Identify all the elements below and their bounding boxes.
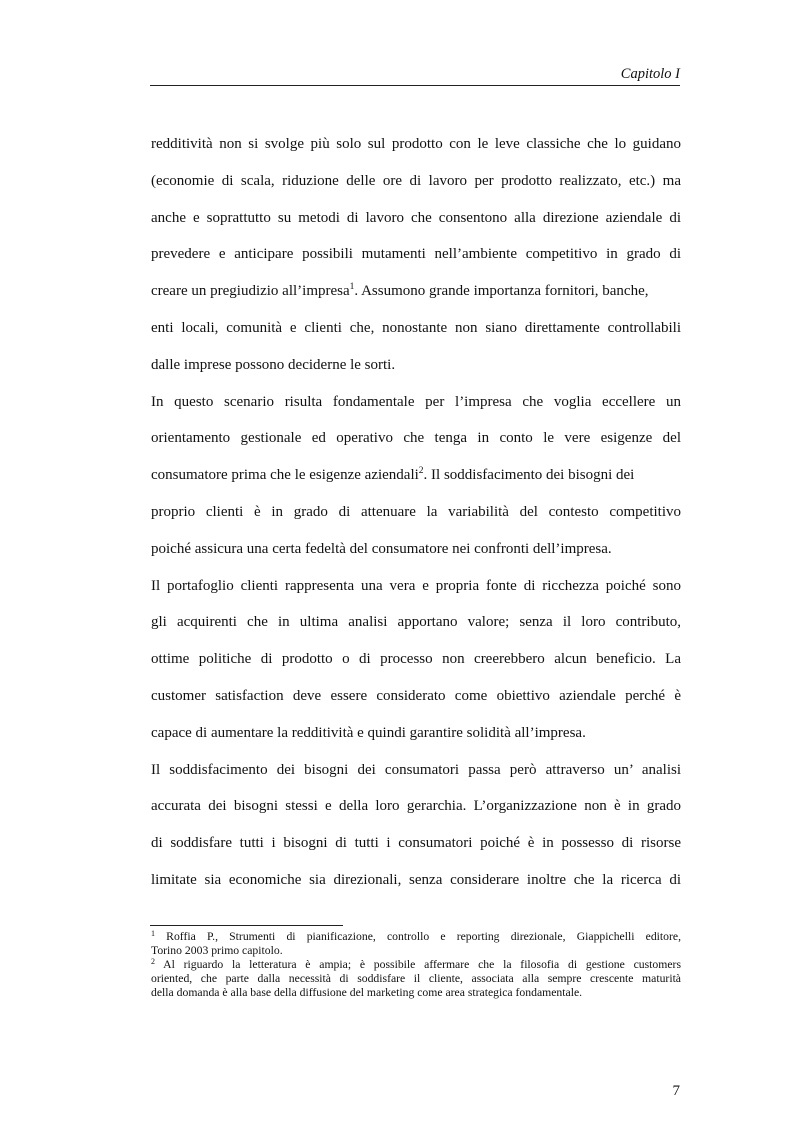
running-header [150,66,680,86]
footnote-mark: 1 [151,929,155,938]
text-line: Il soddisfacimento dei bisogni dei consumatori passa però attraverso un’ analisi [151,761,681,778]
footnote-line: oriented, che parte dalla necessità di soddisfare il cliente, associata alla sempre crescente maturità [151,971,681,985]
text-line: prevedere e anticipare possibili mutamenti nell’ambiente competitivo in grado di [151,246,681,263]
footnote-separator [150,925,343,926]
footnote-text: Al riguardo la letteratura è ampia; è possibile affermare che la filosofia di gestione customers [155,957,681,971]
text-line: Il portafoglio clienti rappresenta una vera e propria fonte di ricchezza poiché sono [151,577,681,594]
footnote-2 [151,958,681,1000]
text-segment: . Il soddisfacimento dei bisogni dei [423,467,635,484]
footnote-line: Torino 2003 primo capitolo. [151,943,283,957]
text-line: redditività non si svolge più solo sul prodotto con le leve classiche che lo guidano [151,136,681,152]
text-line: customer satisfaction deve essere considerato come obiettivo aziendale perché è [151,687,681,704]
footnote-line: della domanda è alla base della diffusione del marketing come area strategica fondamentale. [151,985,583,999]
text-line [151,457,681,494]
text-segment: creare un pregiudizio all’impresa [151,283,350,300]
text-line: gli acquirenti che in ultima analisi apportano valore; senza il loro contributo, [151,614,681,631]
footnote-reference-2[interactable]: 2 [418,466,424,477]
text-line: orientamento gestionale ed operativo che tenga in conto le vere esigenze del [151,430,681,447]
text-line: proprio clienti è in grado di attenuare la variabilità del contesto competitivo [151,503,681,520]
text-line: anche e soprattutto su metodi di lavoro che consentono alla direzione aziendale di [151,209,681,226]
text-line: dalle imprese possono deciderne le sorti. [151,356,396,373]
footnotes [151,930,681,1000]
text-line: poiché assicura una certa fedeltà del consumatore nei confronti dell’impresa. [151,540,612,557]
chapter-title: Capitolo I [620,66,680,82]
footnote-mark: 2 [151,956,155,966]
text-line: di soddisfare tutti i bisogni di tutti i consumatori poiché è in possesso di risorse [151,835,681,852]
text-segment: consumatore prima che le esigenze aziendali [151,467,419,484]
footnote-text: Roffia P., Strumenti di pianificazione, controllo e reporting direzionale, Giappichelli editore, [155,930,681,943]
text-segment: . Assumono grande importanza fornitori, banche, [354,283,649,300]
text-line: (economie di scala, riduzione delle ore di lavoro per prodotto realizzato, etc.) ma [151,172,681,189]
text-line: capace di aumentare la redditività e quindi garantire solidità all’impresa. [151,724,586,741]
footnote-line [151,958,681,972]
text-line: enti locali, comunità e clienti che, nonostante non siano direttamente controllabili [151,319,681,336]
body-text [151,126,681,899]
text-line: ottime politiche di prodotto o di processo non creerebbero alcun beneficio. La [151,651,681,668]
page-number: 7 [672,1083,680,1099]
text-line: limitate sia economiche sia direzionali, senza considerare inoltre che la ricerca di [151,871,681,888]
text-line [151,273,681,310]
footnote-reference-1[interactable]: 1 [349,282,355,293]
footnote-1 [151,930,681,958]
text-line: accurata dei bisogni stessi e della loro gerarchia. L’organizzazione non è in grado [151,798,681,815]
text-line: In questo scenario risulta fondamentale per l’impresa che voglia eccellere un [151,393,681,410]
footnote-line [151,930,681,944]
